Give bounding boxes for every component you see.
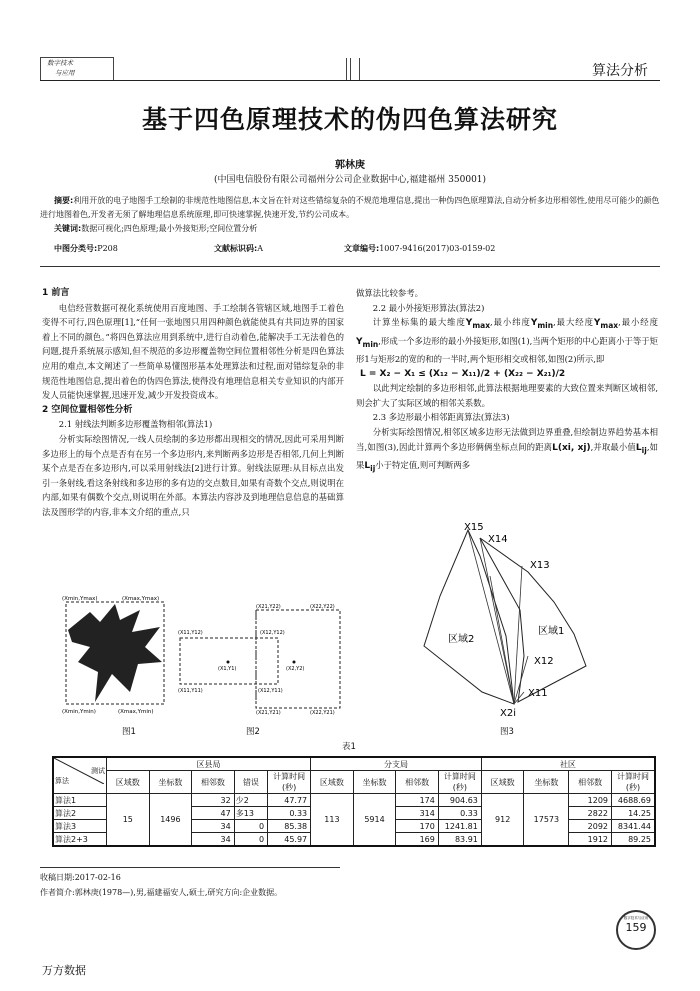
corner-diagonal	[54, 758, 104, 784]
cell: 0.33	[438, 807, 481, 820]
clc-number	[54, 243, 118, 254]
fig2-label: (X22,Y21)	[310, 710, 335, 716]
table-header-row	[53, 757, 655, 771]
text-span: ,最小经度	[618, 317, 658, 328]
badge-journal: 数字技术与应用	[623, 916, 649, 920]
col-header: 区域数	[311, 771, 354, 794]
region-2-polygon	[424, 530, 514, 704]
fig2-label: (X21,Y21)	[256, 710, 281, 716]
cell: 8341.44	[612, 820, 656, 833]
heading-bounding-box: 2.2 最小外接矩形算法(算法2)	[372, 302, 485, 313]
cell: 314	[396, 807, 439, 820]
section-label: 算法分析	[592, 63, 648, 79]
math-var: Y	[465, 318, 473, 329]
table-row	[53, 794, 655, 807]
cell: 4688.69	[612, 794, 656, 807]
math-sub: ij	[641, 445, 647, 455]
text-span: ,最大经度	[553, 317, 594, 328]
distance-line	[490, 576, 514, 704]
abstract-block	[40, 194, 660, 236]
journal-name-line2: 与应用	[55, 69, 75, 77]
heading-adjacency: 2 空间位置相邻性分析	[42, 404, 133, 415]
point-label: X14	[488, 534, 508, 545]
doc-label: 文献标识码:	[214, 244, 258, 253]
col-header: 计算时间(秒)	[268, 771, 311, 794]
cell-c-regions: 912	[481, 794, 524, 847]
col-header: 计算时间(秒)	[438, 771, 481, 794]
article-number	[344, 243, 495, 254]
math-sub: min	[362, 339, 379, 349]
journal-name-line1: 数字技术	[47, 59, 73, 67]
cell: 0	[234, 833, 267, 847]
figure-3-caption: 图3	[500, 727, 514, 737]
cell: 47.77	[268, 794, 311, 807]
region-label: 区域1	[538, 626, 565, 637]
col-header: 坐标数	[524, 771, 569, 794]
math-sub: max	[600, 320, 619, 330]
keywords-label: 关键词:	[54, 224, 82, 233]
text-span: ,如果	[356, 441, 658, 470]
math-ymax	[466, 318, 490, 328]
fig2-label: (X2,Y2)	[286, 666, 305, 672]
paper-author: 郭林庚	[335, 160, 365, 171]
point-label: X11	[528, 688, 548, 699]
cell: 0.33	[268, 807, 311, 820]
distance-lines	[468, 530, 528, 704]
col-header: 错误	[234, 771, 267, 794]
col-header: 坐标数	[149, 771, 192, 794]
table-1-caption: 表1	[342, 742, 356, 752]
fig2-label: (X22,Y22)	[310, 604, 335, 610]
page-number-badge	[616, 910, 656, 950]
heading-ray-method: 2.1 射线法判断多边形覆盖物相邻(算法1)	[58, 419, 213, 430]
center-point-2	[293, 661, 296, 664]
paper-affiliation: (中国电信股份有限公司福州分公司企业数据中心,福建福州 350001)	[213, 175, 487, 185]
corner-top-label: 测试	[91, 766, 105, 775]
col-header: 区域数	[481, 771, 524, 794]
cell-b-coords: 5914	[353, 794, 396, 847]
fig1-label-tr: (Xmax,Ymax)	[122, 596, 160, 602]
fig2-label: (X11,Y12)	[178, 630, 203, 636]
fig1-label-br: (Xmax,Ymin)	[118, 709, 154, 715]
col-header: 坐标数	[353, 771, 396, 794]
fig2-label: (X11,Y11)	[178, 688, 203, 694]
group-header-community: 社区	[481, 757, 655, 771]
point-label: X2i	[500, 708, 516, 718]
received-date: 收稿日期:2017-02-16	[40, 873, 121, 882]
heading-min-distance: 2.3 多边形最小相邻距离算法(算法3)	[372, 412, 510, 423]
figure-2-rect-overlap	[172, 600, 344, 716]
paragraph-bounding-box	[356, 315, 658, 366]
paper-title: 基于四色原理技术的伪四色算法研究	[141, 105, 558, 134]
math-ymax2	[594, 318, 618, 328]
page-number: 159	[625, 921, 647, 934]
math-var: Y	[593, 318, 601, 329]
text-span: ,并取最小值	[590, 441, 636, 452]
table-corner-cell	[53, 757, 107, 794]
cell: 2092	[569, 820, 612, 833]
fig2-label: (X12,Y11)	[258, 688, 283, 694]
col-header: 计算时间(秒)	[612, 771, 656, 794]
cell: 多13	[234, 807, 267, 820]
math-lij	[636, 443, 647, 453]
author-bio: 作者简介:郭林庚(1978—),男,福建福安人,硕士,研究方向:企业数据。	[40, 888, 283, 897]
math-distance: L(xi, xj)	[552, 442, 591, 453]
math-lij2	[364, 461, 375, 471]
header-divider-bar	[346, 58, 351, 80]
figure-3-min-distance	[410, 516, 600, 718]
math-sub: min	[537, 320, 554, 330]
paragraph-intro: 电信经营数据可视化系统使用百度地图、手工绘制各管辖区域,地图手工着色变得不可行,四色原理[1],“任何一张地图只用四种颜色就能使具有共同边界的国家着上不同的颜色。”将四色算法应用到系统中,进行自动着色,能解决手工无法着色的问题,提升系统展示感知,但不规范的多边形覆盖物空间位置相邻性分析是四色算法应用的难点,本文阐述了一些简单易懂图形基本处理算法和过程,面对错综复杂的非规范性地图信息,提出着色的伪四色算法,使得没有地理信息相关专业知识的内部开发人员能快速掌握,迅速开发,减少开发投资成本。	[42, 302, 344, 401]
cell: 1241.81	[438, 820, 481, 833]
row-label: 算法3	[53, 820, 107, 833]
cell: 1209	[569, 794, 612, 807]
row-label: 算法2+3	[53, 833, 107, 847]
cell: 少2	[234, 794, 267, 807]
cell: 904.63	[438, 794, 481, 807]
table-subheader-row	[53, 771, 655, 794]
cell: 32	[192, 794, 235, 807]
cell: 34	[192, 833, 235, 847]
abstract-label: 摘要:	[54, 196, 74, 205]
cell: 47	[192, 807, 235, 820]
doc-value: A	[257, 244, 263, 253]
cell: 170	[396, 820, 439, 833]
abstract-text: 利用开放的电子地图手工绘制的非规范性地图信息,本文旨在针对这些错综复杂的不规范地理信息,提出一种伪四色原理算法,自动分析多边形相邻性,使用尽可能少的颜色进行地图着色,开发者无须了解地理信息系统原理,即可快速掌握,快速开发,节约公司成本。	[40, 196, 660, 219]
cell-a-coords: 1496	[149, 794, 192, 847]
results-table	[52, 756, 656, 847]
center-point-1	[227, 661, 230, 664]
point-label: X13	[530, 560, 550, 571]
corner-bottom-label: 算法	[55, 776, 69, 785]
paragraph-ray-method: 分析实际绘图情况,一线人员绘制的多边形都出现相交的情况,因此可采用判断多边形上的每个点是否有在另一个多边形内,来判断两多边形是否相邻,几何上判断某个点是否在多边形内,可以采用射线法[2]进行计算。射线法原理:从目标点出发引一条射线,看这条射线和多边形的多有边的交点数目,如果有奇数个交点,则说明在内部,如果有偶数个交点,则说明在外部。本算法内容涉及到地理信息信息的基础算法及图形学的内容,非本文介绍的重点,只	[42, 433, 344, 517]
col-header: 区域数	[107, 771, 150, 794]
fig2-label: (X12,Y12)	[260, 630, 285, 636]
cell: 174	[396, 794, 439, 807]
math-sub: ij	[370, 463, 376, 473]
cell-c-coords: 17573	[524, 794, 569, 847]
math-var: Y	[356, 336, 363, 347]
cell: 2822	[569, 807, 612, 820]
fig1-label-tl: (Xmin,Ymax)	[62, 596, 98, 602]
distance-line	[468, 530, 514, 704]
text-span: 小于特定值,则可判断两多	[375, 459, 471, 470]
point-label: X15	[464, 522, 484, 533]
paragraph-bounding-result: 以此判定绘制的多边形相邻,此算法根据地理要素的大致位置来判断区域相邻,则会扩大了实际区域的相邻关系数。	[356, 383, 658, 408]
figure-1-bounding-rect	[60, 592, 172, 716]
figure-1-caption: 图1	[122, 727, 136, 737]
row-label: 算法2	[53, 807, 107, 820]
formula-distance: L = X₂ − X₁ ≤ (X₁₂ − X₁₁)/2 + (X₂₂ − X₂₁)/2	[360, 368, 566, 379]
col-header: 相邻数	[569, 771, 612, 794]
paragraph-min-distance	[356, 425, 658, 476]
cell: 83.91	[438, 833, 481, 847]
paragraph-continued: 做算法比较参考。	[356, 288, 423, 298]
cell: 45.97	[268, 833, 311, 847]
col-header: 相邻数	[192, 771, 235, 794]
database-brand: 万方数据	[42, 964, 86, 977]
group-header-branch: 分支局	[311, 757, 482, 771]
col-header: 相邻数	[396, 771, 439, 794]
cell-b-regions: 113	[311, 794, 354, 847]
text-span: 计算坐标集的最大维度	[372, 317, 466, 328]
point-label: X12	[534, 656, 554, 667]
fig1-label-bl: (Xmin,Ymin)	[62, 709, 96, 715]
math-sub: max	[472, 320, 491, 330]
figure-2-caption: 图2	[246, 727, 260, 737]
region-label: 区域2	[448, 634, 475, 645]
math-ymin	[531, 318, 553, 328]
cell: 1912	[569, 833, 612, 847]
math-var: L	[364, 460, 371, 471]
cell: 34	[192, 820, 235, 833]
math-var: L	[635, 442, 642, 453]
distance-line	[480, 538, 514, 704]
cell: 0	[234, 820, 267, 833]
group-header-district: 区县局	[107, 757, 311, 771]
journal-logo-box	[40, 57, 114, 81]
heading-intro: 1 前言	[42, 288, 70, 298]
fig2-label: (X1,Y1)	[218, 666, 237, 672]
header-rule	[40, 80, 660, 81]
cell-a-regions: 15	[107, 794, 150, 847]
footnote-rule	[40, 867, 340, 868]
irregular-polygon	[68, 604, 162, 702]
text-span: 分析实际绘图情况,相邻区域多边形无法做到边界重叠,但绘制边界趋势基本相当,如图(3),因此计算两个多边形俩俩坐标点间的距离	[356, 426, 658, 452]
clc-value: P208	[97, 244, 118, 253]
text-span: ,最小纬度	[490, 317, 531, 328]
right-column	[356, 286, 658, 476]
fig2-label: (X21,Y22)	[256, 604, 281, 610]
cell: 14.25	[612, 807, 656, 820]
row-label: 算法1	[53, 794, 107, 807]
article-label: 文章编号:	[344, 244, 380, 253]
text-span: ,形成一个多边形的最小外接矩形,如图(1),当两个矩形的中心距离小于等于矩形1与矩形2的宽的和的一半时,两个矩形相交或相邻,如图(2)所示,即	[356, 335, 658, 364]
keywords-text: 数据可视化;四色原理;最小外接矩形;空间位置分析	[81, 224, 258, 233]
math-ymin2	[356, 337, 378, 347]
cell: 169	[396, 833, 439, 847]
doc-code	[214, 243, 263, 254]
clc-label: 中图分类号:	[54, 244, 98, 253]
math-var: Y	[530, 318, 538, 329]
abstract-rule	[40, 266, 660, 267]
cell: 85.38	[268, 820, 311, 833]
article-value: 1007-9416(2017)03-0159-02	[379, 244, 496, 253]
header-divider-bar	[356, 58, 360, 80]
cell: 89.25	[612, 833, 656, 847]
left-column	[42, 286, 344, 520]
